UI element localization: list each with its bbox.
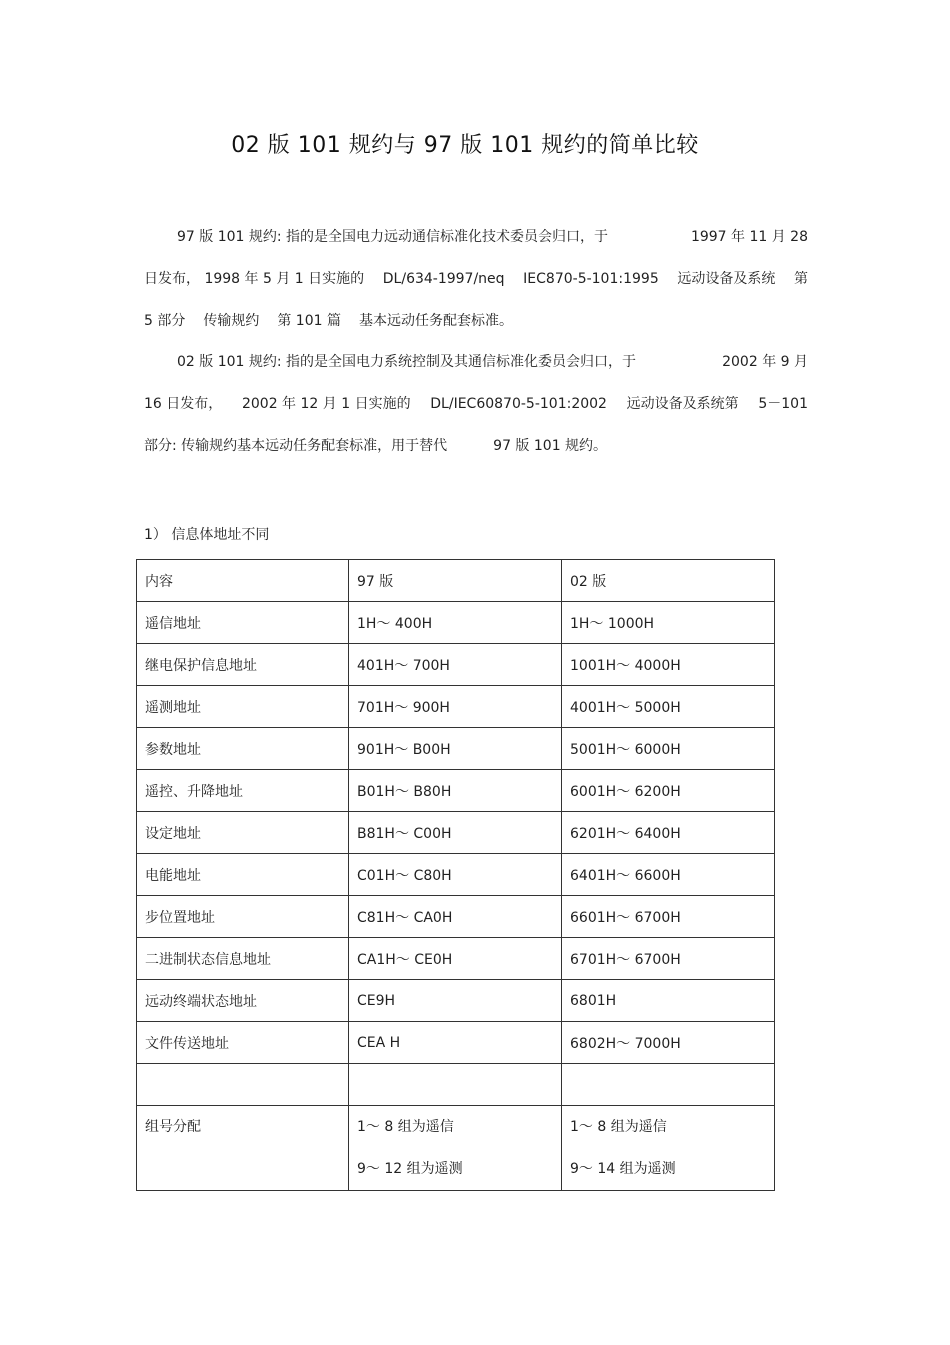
- value-97-cell: B81H～ C00H: [349, 812, 562, 854]
- value-02-cell: 6802H～ 7000H: [562, 1022, 775, 1064]
- text-span: 部分: 传输规约基本远动任务配套标准，用于替代: [144, 438, 448, 454]
- value-97-cell: C81H～ CA0H: [349, 896, 562, 938]
- row-label-cell: 步位置地址: [137, 896, 349, 938]
- table-row: [137, 602, 775, 644]
- address-comparison-table: [136, 559, 775, 1191]
- value-02-cell: [562, 1106, 775, 1191]
- value-02-cell: 6801H: [562, 980, 775, 1022]
- text-span: 2002 年 9 月: [722, 354, 808, 370]
- text-span: 16 日发布，: [144, 396, 223, 412]
- row-label-cell: 二进制状态信息地址: [137, 938, 349, 980]
- value-02-cell: 6201H～ 6400H: [562, 812, 775, 854]
- text-span: 第: [793, 271, 808, 287]
- cell-text: 1～ 8 组为遥信: [570, 1119, 667, 1135]
- table-row: [137, 980, 775, 1022]
- table-row: [137, 938, 775, 980]
- text-span: 传输规约: [203, 313, 260, 329]
- cell-text: 组号分配: [145, 1119, 201, 1135]
- value-97-cell: CA1H～ CE0H: [349, 938, 562, 980]
- row-label-cell: 继电保护信息地址: [137, 644, 349, 686]
- paragraph-line: [144, 216, 808, 258]
- table-row: [137, 686, 775, 728]
- value-97-cell: 401H～ 700H: [349, 644, 562, 686]
- value-02-cell: 1H～ 1000H: [562, 602, 775, 644]
- paragraph-line: [144, 383, 808, 425]
- row-label-cell: 远动终端状态地址: [137, 980, 349, 1022]
- table-header-row: [137, 560, 775, 602]
- text-span: IEC870-5-101:1995: [523, 271, 659, 287]
- text-span: 97 版 101 规约。: [493, 438, 608, 454]
- table-row: [137, 854, 775, 896]
- text-span: 远动设备及系统第: [626, 396, 739, 412]
- value-02-cell: 4001H～ 5000H: [562, 686, 775, 728]
- value-02-cell: 6701H～ 6700H: [562, 938, 775, 980]
- row-label-cell: 文件传送地址: [137, 1022, 349, 1064]
- row-label-cell: 电能地址: [137, 854, 349, 896]
- cell-text: 1～ 8 组为遥信: [357, 1119, 454, 1135]
- value-97-cell: 901H～ B00H: [349, 728, 562, 770]
- paragraph-line: [144, 341, 808, 383]
- text-span: 第 101 篇: [277, 313, 341, 329]
- value-97-cell: 701H～ 900H: [349, 686, 562, 728]
- value-97-cell: [349, 1064, 562, 1106]
- table-row: [137, 896, 775, 938]
- text-span: 远动设备及系统: [677, 271, 776, 287]
- row-label-cell: 设定地址: [137, 812, 349, 854]
- section-heading: 1） 信息体地址不同: [144, 527, 270, 543]
- table-row-group-allocation: [137, 1106, 775, 1191]
- page-title: 02 版 101 规约与 97 版 101 规约的简单比较: [231, 133, 699, 158]
- header-cell-97: 97 版: [349, 560, 562, 602]
- table-row: [137, 1064, 775, 1106]
- table-row: [137, 644, 775, 686]
- row-label-cell: 遥控、升降地址: [137, 770, 349, 812]
- paragraph-02: [144, 341, 808, 467]
- paragraph-line: [144, 300, 808, 342]
- row-label-cell: 遥信地址: [137, 602, 349, 644]
- table-row: [137, 770, 775, 812]
- row-label-cell: [137, 1064, 349, 1106]
- paragraph-line: [144, 258, 808, 300]
- value-97-cell: CE9H: [349, 980, 562, 1022]
- header-cell-02: 02 版: [562, 560, 775, 602]
- row-label-cell: 遥测地址: [137, 686, 349, 728]
- table-row: [137, 812, 775, 854]
- paragraph-line: [144, 425, 808, 467]
- value-02-cell: 1001H～ 4000H: [562, 644, 775, 686]
- text-span: 2002 年 12 月 1 日实施的: [241, 396, 411, 412]
- row-label-cell: [137, 1106, 349, 1191]
- text-span: DL/634-1997/neq: [382, 271, 505, 287]
- table-row: [137, 728, 775, 770]
- text-span: 97 版 101 规约: 指的是全国电力远动通信标准化技术委员会归口，于: [177, 229, 609, 245]
- value-02-cell: [562, 1064, 775, 1106]
- text-span: 1997 年 11 月 28: [690, 229, 808, 245]
- text-span: 日发布， 1998 年 5 月 1 日实施的: [144, 271, 365, 287]
- text-span: 5 部分: [144, 313, 186, 329]
- value-97-cell: CEA H: [349, 1022, 562, 1064]
- value-97-cell: B01H～ B80H: [349, 770, 562, 812]
- cell-text: 9～ 14 组为遥测: [570, 1161, 676, 1177]
- value-97-cell: C01H～ C80H: [349, 854, 562, 896]
- table-row: [137, 1022, 775, 1064]
- row-label-cell: 参数地址: [137, 728, 349, 770]
- value-97-cell: [349, 1106, 562, 1191]
- text-span: 02 版 101 规约: 指的是全国电力系统控制及其通信标准化委员会归口，于: [177, 354, 637, 370]
- cell-text: 9～ 12 组为遥测: [357, 1161, 463, 1177]
- value-02-cell: 6001H～ 6200H: [562, 770, 775, 812]
- value-97-cell: 1H～ 400H: [349, 602, 562, 644]
- value-02-cell: 5001H～ 6000H: [562, 728, 775, 770]
- value-02-cell: 6601H～ 6700H: [562, 896, 775, 938]
- text-span: 基本远动任务配套标准。: [358, 313, 513, 329]
- text-span: 5－101: [758, 396, 808, 412]
- text-span: DL/IEC60870-5-101:2002: [430, 396, 607, 412]
- paragraph-97: [144, 216, 808, 342]
- value-02-cell: 6401H～ 6600H: [562, 854, 775, 896]
- header-cell-content: 内容: [137, 560, 349, 602]
